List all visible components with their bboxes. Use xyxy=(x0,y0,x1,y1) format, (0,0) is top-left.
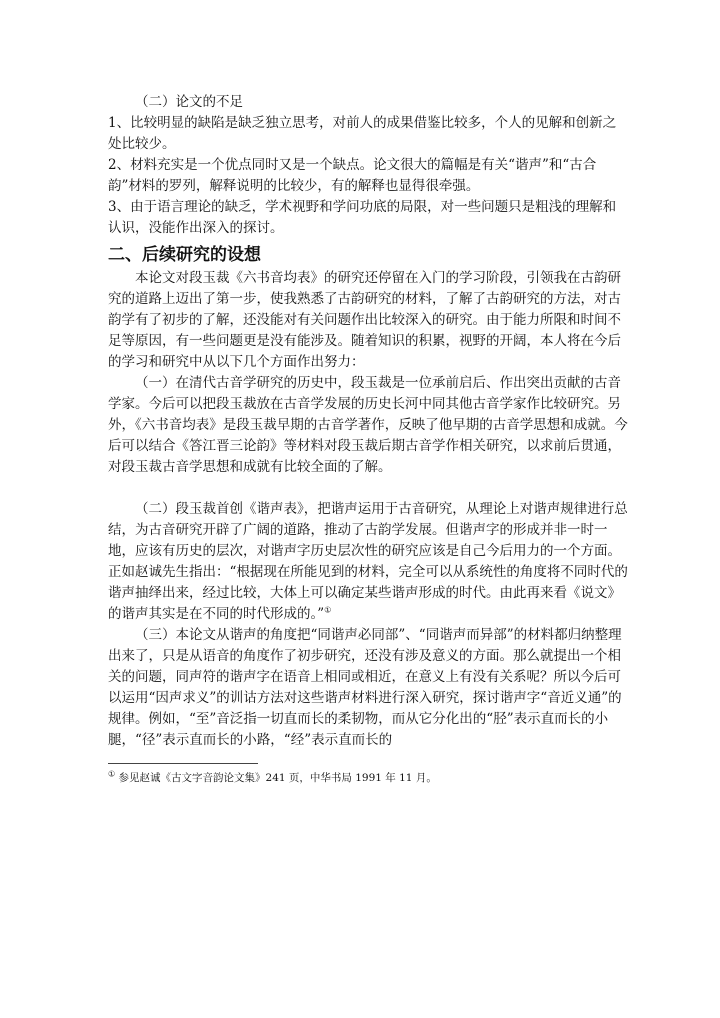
deficiency-item-1: 1、比较明显的缺陷是缺乏独立思考，对前人的成果借鉴比较多，个人的见解和创新之处比较少。 xyxy=(108,115,617,152)
deficiencies-section xyxy=(108,92,628,239)
paragraph-1: （一）在清代古音学研究的历史中，段玉裁是一位承前启后、作出突出贡献的古音学家。今后可以把段玉裁放在古音学发展的历史长河中同其他古音学家作比较研究。另外，《六书音均表》是段玉裁早期的古音学著作，反映了他早期的古音学思想和成就。今后可以结合《答江晋三论韵》等材料对段玉裁后期古音学作相关研究，以求前后贯通，对段玉裁古音学思想和成就有比较全面的了解。 xyxy=(108,375,628,475)
section-heading: 二、后续研究的设想 xyxy=(108,245,261,265)
footnote-divider xyxy=(108,763,258,764)
footnote-ref-mark[interactable]: ① xyxy=(324,605,332,615)
footnote-text: 参见赵诚《古文字音韵论文集》241 页，中华书局 1991 年 11 月。 xyxy=(115,772,437,784)
deficiency-item-2: 2、材料充实是一个优点同时又是一个缺点。论文很大的篇幅是有关“谐声”和“古合韵”材料的罗列，解释说明的比较少，有的解释也显得很牵强。 xyxy=(108,157,597,194)
section-subheading: （二）论文的不足 xyxy=(135,94,243,110)
footnote xyxy=(108,770,628,786)
future-research-section xyxy=(108,268,628,478)
paragraph-2-text: （二）段玉裁首创《谐声表》，把谐声运用于古音研究，从理论上对谐声规律进行总结，为古音研究开辟了广阔的道路，推动了古韵学发展。但谐声字的形成并非一时一地，应该有历史的层次，对谐声字历史层次性的研究应该是自己今后用力的一个方面。正如赵诚先生指出：“根据现在所能见到的材料，完全可以从系统性的角度将不同时代的谐声抽绎出来，经过比较，大体上可以确定某些谐声形成的时代。由此再来看《说文》的谐声其实是在不同的时代形成的。” xyxy=(108,501,628,622)
deficiency-item-3: 3、由于语言理论的缺乏，学术视野和学问功底的局限，对一些问题只是粗浅的理解和认识，没能作出深入的探讨。 xyxy=(108,199,617,236)
paragraph-2 xyxy=(108,499,628,625)
footnote-mark: ① xyxy=(108,769,116,779)
intro-paragraph: 本论文对段玉裁《六书音均表》的研究还停留在入门的学习阶段，引领我在古韵研究的道路上迈出了第一步，使我熟悉了古韵研究的材料，了解了古韵研究的方法，对古韵学有了初步的了解，还没能对有关问题作出比较深入的研究。由于能力所限和时间不足等原因，有一些问题更是没有能涉及。随着知识的积累，视野的开阔，本人将在今后的学习和研究中从以下几个方面作出努力： xyxy=(108,270,621,370)
future-research-section-cont xyxy=(108,499,628,751)
paragraph-3: （三）本论文从谐声的角度把“同谐声必同部”、“同谐声而异部”的材料都归纳整理出来了，只是从语音的角度作了初步研究，还没有涉及意义的方面。那么就提出一个相关的问题，同声符的谐声字在语音上相同或相近，在意义上有没有关系呢？所以今后可以运用“因声求义”的训诂方法对这些谐声材料进行深入研究，探讨谐声字“音近义通”的规律。例如，“至”音泛指一切直而长的柔韧物，而从它分化出的“胫”表示直而长的小腿，“径”表示直而长的小路，“经”表示直而长的 xyxy=(108,627,622,748)
